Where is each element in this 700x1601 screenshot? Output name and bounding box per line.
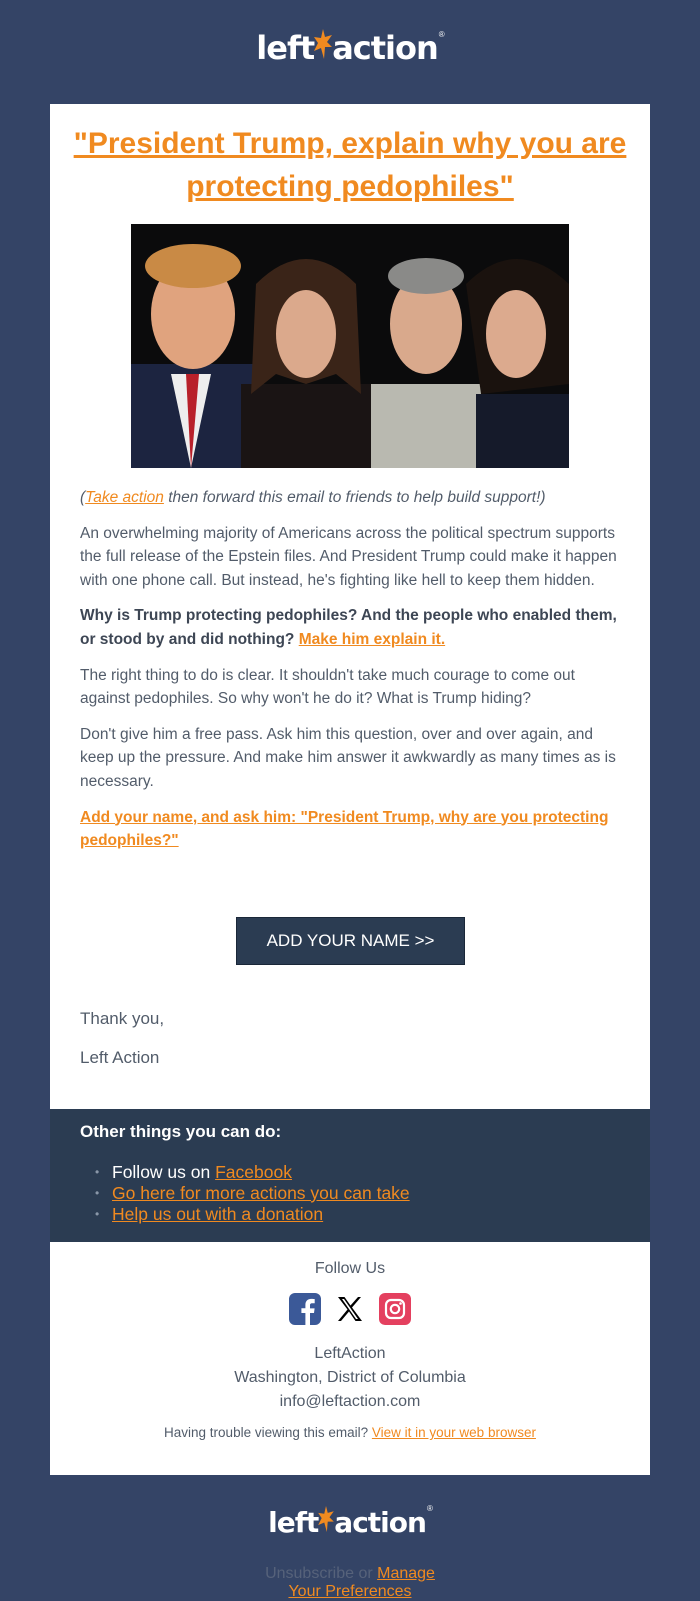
thanks-text: Thank you, [80, 1009, 165, 1028]
make-him-explain-link[interactable]: Make him explain it. [298, 630, 446, 648]
email-card [50, 104, 650, 1109]
photo-illustration [131, 224, 569, 468]
leftaction-logo: left action ® [256, 29, 444, 67]
add-your-name-link[interactable]: Add your name, and ask him: "President Trump, why are you protecting pedophiles?" [80, 808, 609, 850]
address-block [50, 1342, 650, 1414]
contact-email: info@leftaction.com [279, 1393, 421, 1410]
manage-link[interactable]: Manage [377, 1565, 435, 1582]
donation-link[interactable]: Help us out with a donation [112, 1204, 324, 1224]
signoff [80, 1007, 164, 1085]
headline [50, 122, 650, 208]
list-item: • Follow us on Facebook [112, 1162, 410, 1183]
unsubscribe-link[interactable]: Unsubscribe or [265, 1565, 378, 1582]
signature: Left Action [80, 1048, 160, 1067]
other-actions-list [112, 1162, 410, 1225]
org-name: LeftAction [314, 1345, 386, 1362]
footer [50, 1242, 650, 1475]
burst-icon [318, 1506, 334, 1539]
instagram-icon[interactable] [379, 1292, 412, 1325]
paragraph-4: Don't give him a free pass. Ask him this question, over and over again, and keep up the pressure. And make him answer it awkwardly as many times as is necessary. [80, 725, 616, 790]
paragraph-3: The right thing to do is clear. It shouldn't take much courage to come out against pedophiles. So why won't he do it? What is Trump hiding? [80, 666, 575, 708]
paragraph-1: An overwhelming majority of Americans across the political spectrum supports the full release of the Epstein files. And President Trump could make it happen with one phone call. But instead, he's fighting like hell to keep them hidden. [80, 524, 617, 589]
headline-link[interactable]: "President Trump, explain why you are protecting pedophiles" [73, 127, 627, 203]
list-item [112, 1204, 410, 1225]
email-body [80, 486, 625, 865]
other-actions-section [50, 1109, 650, 1242]
other-actions-heading: Other things you can do: [80, 1122, 282, 1141]
more-actions-link[interactable]: Go here for more actions you can take [112, 1183, 410, 1203]
facebook-icon[interactable] [289, 1292, 322, 1325]
paragraph-2: Why is Trump protecting pedophiles? And the people who enabled them, or stood by and did nothing? Make him explain it. [80, 607, 617, 648]
hero-photo[interactable] [131, 224, 569, 468]
list-item [112, 1183, 410, 1204]
preferences-link[interactable]: Your Preferences [288, 1583, 412, 1600]
paragraph-5 [80, 806, 625, 853]
follow-us-label: Follow Us [314, 1260, 386, 1277]
burst-icon [314, 29, 332, 67]
take-action-link[interactable]: Take action [85, 489, 164, 506]
unsubscribe-block [0, 1565, 700, 1601]
intro-line: (Take action then forward this email to friends to help build support!) [80, 489, 546, 506]
facebook-link[interactable]: Facebook [215, 1162, 292, 1182]
social-links [50, 1292, 650, 1325]
location: Washington, District of Columbia [234, 1369, 466, 1386]
view-in-browser-link[interactable]: View it in your web browser [371, 1425, 536, 1440]
x-icon[interactable] [334, 1292, 367, 1325]
trouble-viewing: Having trouble viewing this email? View it in your web browser [164, 1425, 536, 1440]
add-your-name-button[interactable]: ADD YOUR NAME >> [236, 917, 465, 965]
leftaction-footer-logo: left action ® [268, 1503, 432, 1539]
